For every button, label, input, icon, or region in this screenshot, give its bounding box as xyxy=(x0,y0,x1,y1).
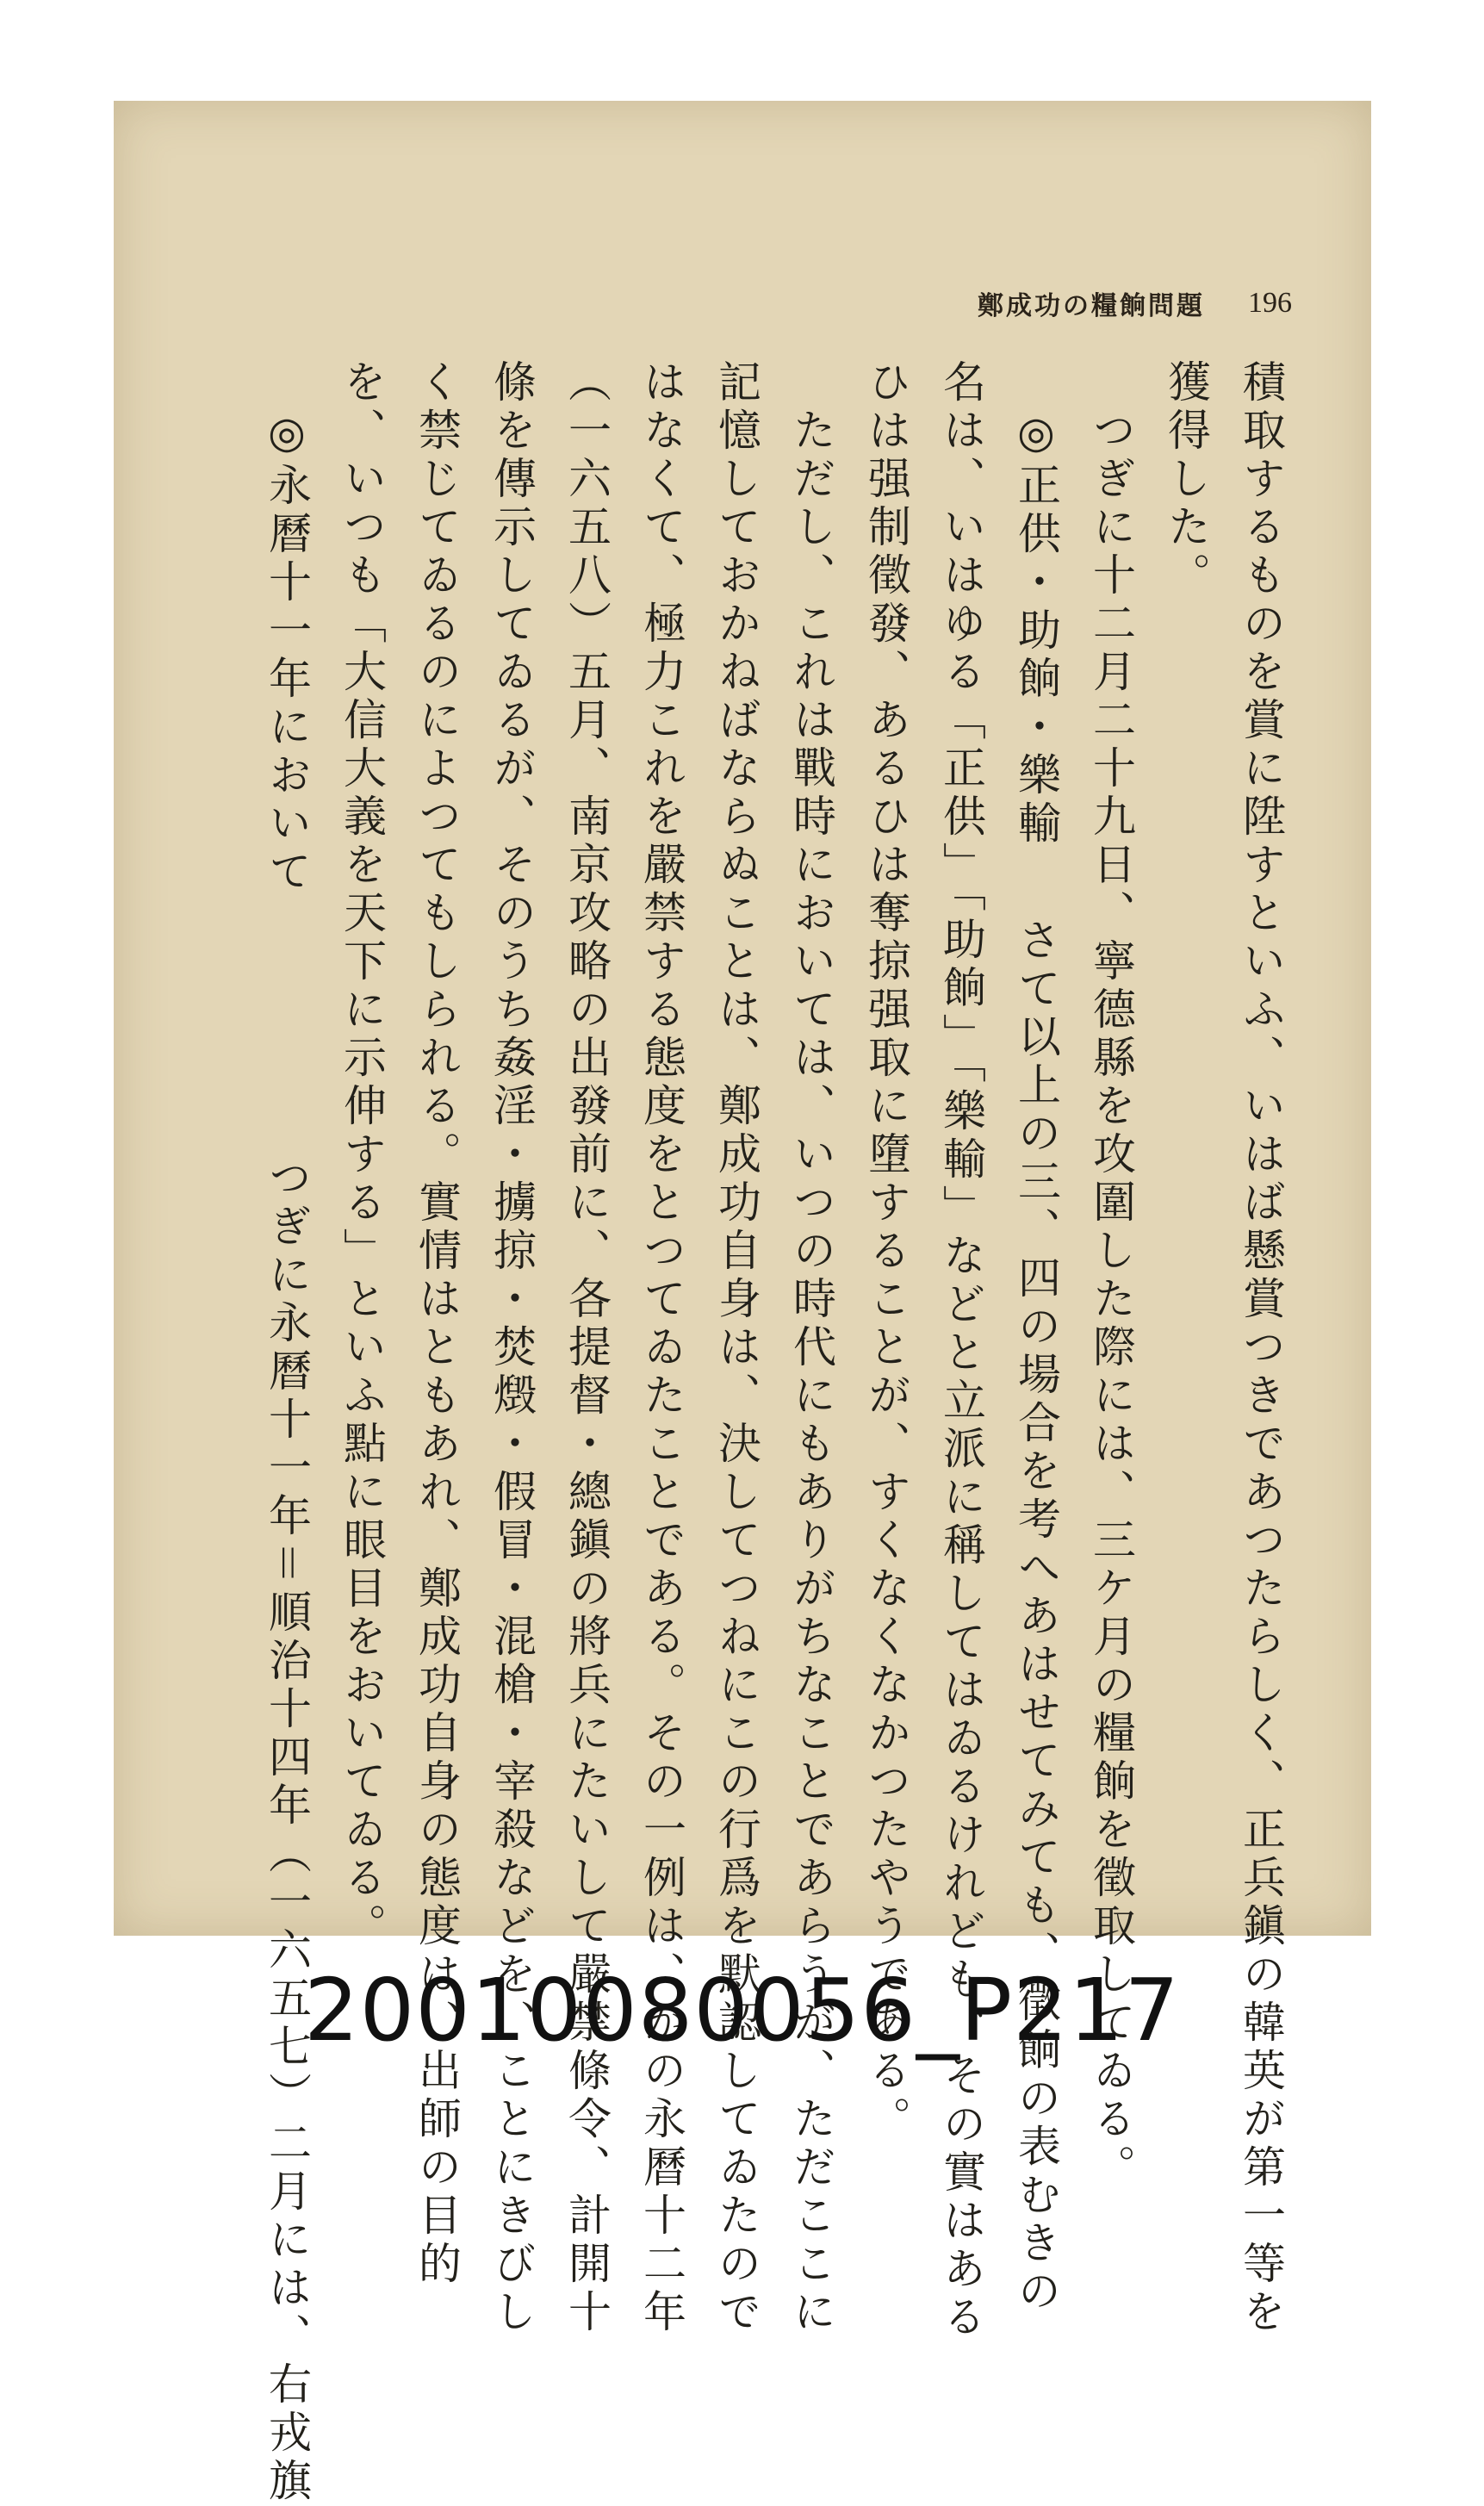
text-line xyxy=(549,359,624,2337)
text-segment: 名は、いはゆる「正供」「助餉」「樂輸」などと立派に稱してはゐるけれども、その實はある xyxy=(936,359,986,2342)
page-number: 196 xyxy=(1248,287,1292,319)
text-line xyxy=(1223,359,1298,2337)
text-segment: 條を傳示してゐるが、そのうち姦淫・擄掠・焚燬・假冒・混槍・宰殺などを、ことにきびし xyxy=(487,359,537,2337)
text-line xyxy=(324,359,399,1951)
text-line xyxy=(249,359,324,2506)
section-heading: ◎永曆十一年において xyxy=(262,359,312,897)
text-line xyxy=(773,359,848,2337)
text-line xyxy=(699,359,773,2337)
text-segment: つぎに十二月二十九日、寧德縣を攻圍した際には、三ケ月の糧餉を徵取してゐる。 xyxy=(1086,359,1136,2192)
text-segment: ひは强制徵發、あるひは奪掠强取に墮することが、すくなくなかつたやうである。 xyxy=(861,359,911,2144)
text-segment: （一六五八）五月、南京攻略の出發前に、各提督・總鎭の將兵にたいして嚴禁條令、計開十 xyxy=(562,359,612,2337)
archive-id-caption: 20010080056_P217 xyxy=(303,1960,1181,2061)
text-line xyxy=(399,359,474,2289)
text-segment: を、いつも「大信大義を天下に示伸する」といふ點に眼目をおいてゐる。 xyxy=(337,359,387,1951)
header-title: 鄭成功の糧餉問題 xyxy=(978,291,1205,321)
text-segment: つぎに永曆十一年＝順治十四年（一六五七）二月には、右戎旗 xyxy=(262,1155,312,2506)
section-heading: ◎正供・助餉・樂輸 xyxy=(1011,359,1061,849)
text-line xyxy=(624,359,699,2337)
text-segment: く禁じてゐるのによつてもしられる。實情はともあれ、鄭成功自身の態度は、出師の目的 xyxy=(412,359,462,2289)
text-line xyxy=(1148,359,1223,1789)
text-line xyxy=(474,359,549,2337)
text-segment: 積取するものを賞に陞すといふ、いはば懸賞つきであつたらしく、正兵鎭の韓英が第一等を xyxy=(1236,359,1286,2337)
running-header xyxy=(978,277,1292,329)
text-line xyxy=(1073,359,1148,2192)
text-segment: はなくて、極力これを嚴禁する態度をとつてゐたことである。その一例は、かの永曆十二年 xyxy=(636,359,686,2337)
text-line xyxy=(848,359,923,2144)
text-segment: 記憶しておかねばならぬことは、鄭成功自身は、決してつねにこの行爲を默認してゐたので xyxy=(711,359,761,2337)
text-line xyxy=(998,359,1073,2316)
text-segment: 獲得した。 xyxy=(1161,359,1211,600)
text-line xyxy=(923,359,998,2342)
text-segment: さて以上の三、四の場合を考へあはせてみても、徵餉の表むきの xyxy=(1011,917,1061,2316)
text-segment: ただし、これは戰時においては、いつの時代にもありがちなことであらうが、ただここに xyxy=(786,359,836,2337)
